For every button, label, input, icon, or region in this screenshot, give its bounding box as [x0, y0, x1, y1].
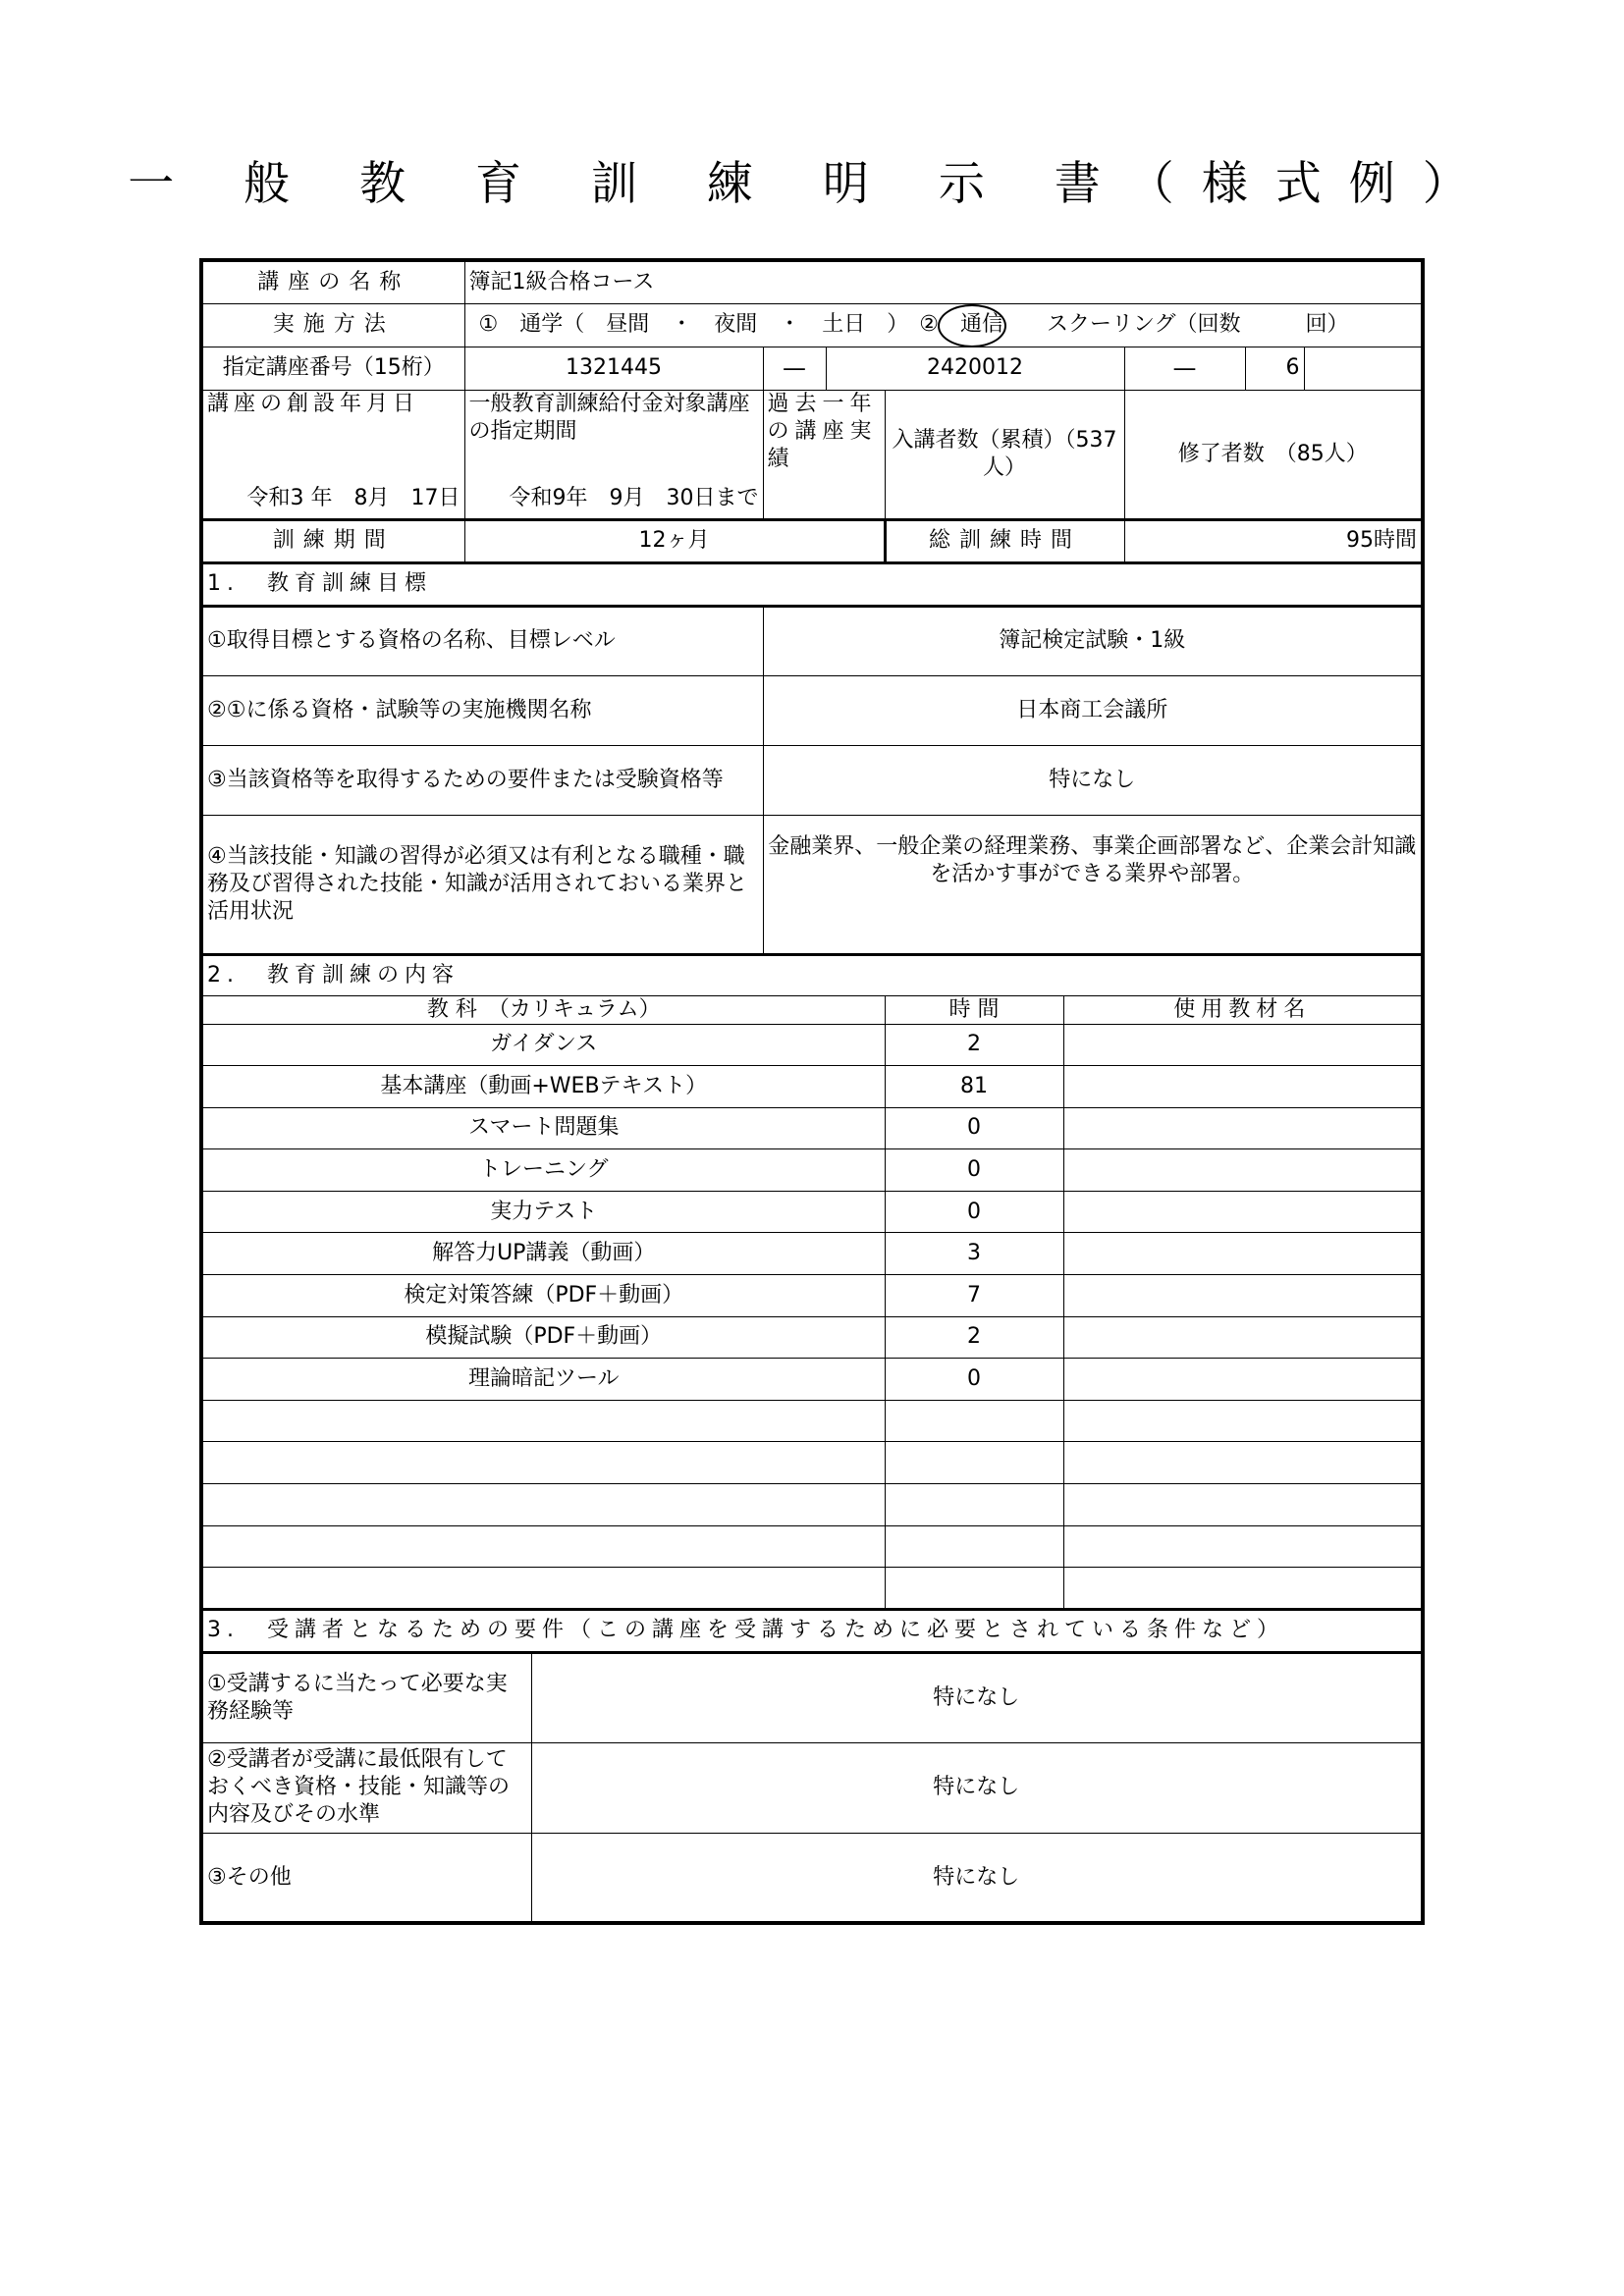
- curriculum-row: [201, 1149, 1423, 1192]
- curriculum-hours: 81: [885, 1066, 1063, 1108]
- course-number-part2: 2420012: [826, 347, 1124, 390]
- course-number-part1: 1321445: [464, 347, 763, 390]
- goal-value: 簿記検定試験・1級: [763, 606, 1423, 675]
- curriculum-row: [201, 1024, 1423, 1066]
- past-record-label: 過去一年の講座実績: [763, 390, 885, 519]
- total-hours: 95時間: [1124, 519, 1423, 562]
- founded-cell: [201, 390, 464, 519]
- goal-value: 特になし: [763, 745, 1423, 815]
- dash-1: —: [763, 347, 826, 390]
- curriculum-row: [201, 1233, 1423, 1275]
- curriculum-row: [201, 1316, 1423, 1359]
- curriculum-hours: [885, 1484, 1063, 1526]
- goal-label: ②①に係る資格・試験等の実施機関名称: [201, 675, 763, 745]
- curriculum-material: [1063, 1024, 1423, 1066]
- curriculum-row: [201, 1525, 1423, 1568]
- curriculum-subject: トレーニング: [201, 1149, 885, 1192]
- requirement-label: ③その他: [201, 1833, 531, 1923]
- curriculum-subject: 理論暗記ツール: [201, 1359, 885, 1401]
- goal-value: 金融業界、一般企業の経理業務、事業企画部署など、企業会計知識を活かす事ができる業界や部署。: [763, 815, 1423, 954]
- section2-heading: 2. 教育訓練の内容: [201, 954, 1423, 995]
- period-label: 一般教育訓練給付金対象講座の指定期間: [468, 391, 750, 444]
- curriculum-hours: [885, 1400, 1063, 1442]
- curriculum-subject: 解答力UP講義（動画）: [201, 1233, 885, 1275]
- col-hours: 時 間: [885, 995, 1063, 1024]
- curriculum-hours: 2: [885, 1024, 1063, 1066]
- curriculum-row: [201, 1484, 1423, 1526]
- curriculum-row: [201, 1400, 1423, 1442]
- curriculum-subject: 模擬試験（PDF＋動画）: [201, 1316, 885, 1359]
- curriculum-material: [1063, 1107, 1423, 1149]
- goal-label: ④当該技能・知識の習得が必須又は有利となる職種・職務及び習得された技能・知識が活用されておいる業界と活用状況: [201, 815, 763, 954]
- curriculum-hours: [885, 1568, 1063, 1610]
- training-period: 12ヶ月: [464, 519, 885, 562]
- curriculum-material: [1063, 1400, 1423, 1442]
- course-number-blank: [1304, 347, 1423, 390]
- curriculum-hours: 2: [885, 1316, 1063, 1359]
- goal-label: ①取得目標とする資格の名称、目標レベル: [201, 606, 763, 675]
- curriculum-hours: 0: [885, 1359, 1063, 1401]
- curriculum-material: [1063, 1275, 1423, 1317]
- method-value: ① 通学（ 昼間 ・ 夜間 ・ 土日 ） ② 通信 スクーリング（回数 回）: [464, 303, 1423, 347]
- requirement-value: 特になし: [531, 1652, 1423, 1742]
- method-label: 実施方法: [201, 303, 464, 347]
- curriculum-material: [1063, 1233, 1423, 1275]
- curriculum-hours: 7: [885, 1275, 1063, 1317]
- dash-2: —: [1124, 347, 1245, 390]
- curriculum-rows: [201, 1024, 1423, 1609]
- curriculum-row: [201, 1568, 1423, 1610]
- curriculum-subject: [201, 1442, 885, 1484]
- founded-date: 令和3 年 8月 17日: [246, 485, 460, 510]
- curriculum-row: [201, 1066, 1423, 1108]
- col-subject: 教 科 （カリキュラム）: [201, 995, 885, 1024]
- curriculum-subject: [201, 1568, 885, 1610]
- curriculum-material: [1063, 1568, 1423, 1610]
- founded-label: 講座の創設年月日: [207, 391, 420, 416]
- curriculum-hours: 0: [885, 1107, 1063, 1149]
- course-name-label: 講座の名称: [201, 260, 464, 303]
- curriculum-material: [1063, 1066, 1423, 1108]
- period-value: 令和9年 9月 30日まで: [509, 485, 759, 510]
- curriculum-material: [1063, 1442, 1423, 1484]
- curriculum-row: [201, 1191, 1423, 1233]
- curriculum-material: [1063, 1484, 1423, 1526]
- course-number-label: 指定講座番号（15桁）: [201, 347, 464, 390]
- requirement-value: 特になし: [531, 1742, 1423, 1833]
- section1-heading: 1. 教育訓練目標: [201, 562, 1423, 606]
- course-name: 簿記1級合格コース: [464, 260, 1423, 303]
- selection-circle: [938, 304, 1006, 347]
- requirement-label: ②受講者が受講に最低限有しておくべき資格・技能・知識等の内容及びその水準: [201, 1742, 531, 1833]
- curriculum-material: [1063, 1316, 1423, 1359]
- total-hours-label: 総訓練時間: [885, 519, 1124, 562]
- curriculum-subject: [201, 1400, 885, 1442]
- goal-label: ③当該資格等を取得するための要件または受験資格等: [201, 745, 763, 815]
- curriculum-material: [1063, 1149, 1423, 1192]
- curriculum-row: [201, 1359, 1423, 1401]
- curriculum-subject: 基本講座（動画+WEBテキスト）: [201, 1066, 885, 1108]
- curriculum-subject: ガイダンス: [201, 1024, 885, 1066]
- curriculum-subject: [201, 1525, 885, 1568]
- completed-count: 修了者数 （85人）: [1124, 390, 1423, 519]
- requirement-label: ①受講するに当たって必要な実務経験等: [201, 1652, 531, 1742]
- curriculum-hours: 3: [885, 1233, 1063, 1275]
- requirement-value: 特になし: [531, 1833, 1423, 1923]
- curriculum-row: [201, 1107, 1423, 1149]
- curriculum-material: [1063, 1525, 1423, 1568]
- curriculum-row: [201, 1442, 1423, 1484]
- curriculum-subject: スマート問題集: [201, 1107, 885, 1149]
- curriculum-subject: 実力テスト: [201, 1191, 885, 1233]
- course-form-table: [199, 258, 1425, 1925]
- curriculum-subject: [201, 1484, 885, 1526]
- curriculum-material: [1063, 1359, 1423, 1401]
- enrolled-count: 入講者数（累積）（537人）: [885, 390, 1124, 519]
- curriculum-material: [1063, 1191, 1423, 1233]
- curriculum-subject: 検定対策答練（PDF＋動画）: [201, 1275, 885, 1317]
- period-cell: [464, 390, 763, 519]
- curriculum-hours: [885, 1442, 1063, 1484]
- col-material: 使用教材名: [1063, 995, 1423, 1024]
- page-title: 一 般 教 育 訓 練 明 示 書（様式例）: [128, 157, 1496, 211]
- training-period-label: 訓練期間: [201, 519, 464, 562]
- curriculum-hours: 0: [885, 1191, 1063, 1233]
- curriculum-hours: [885, 1525, 1063, 1568]
- curriculum-row: [201, 1275, 1423, 1317]
- goal-value: 日本商工会議所: [763, 675, 1423, 745]
- curriculum-hours: 0: [885, 1149, 1063, 1192]
- section3-heading: 3. 受講者となるための要件（この講座を受講するために必要とされている条件など）: [201, 1609, 1423, 1652]
- course-number-part3: 6: [1245, 347, 1304, 390]
